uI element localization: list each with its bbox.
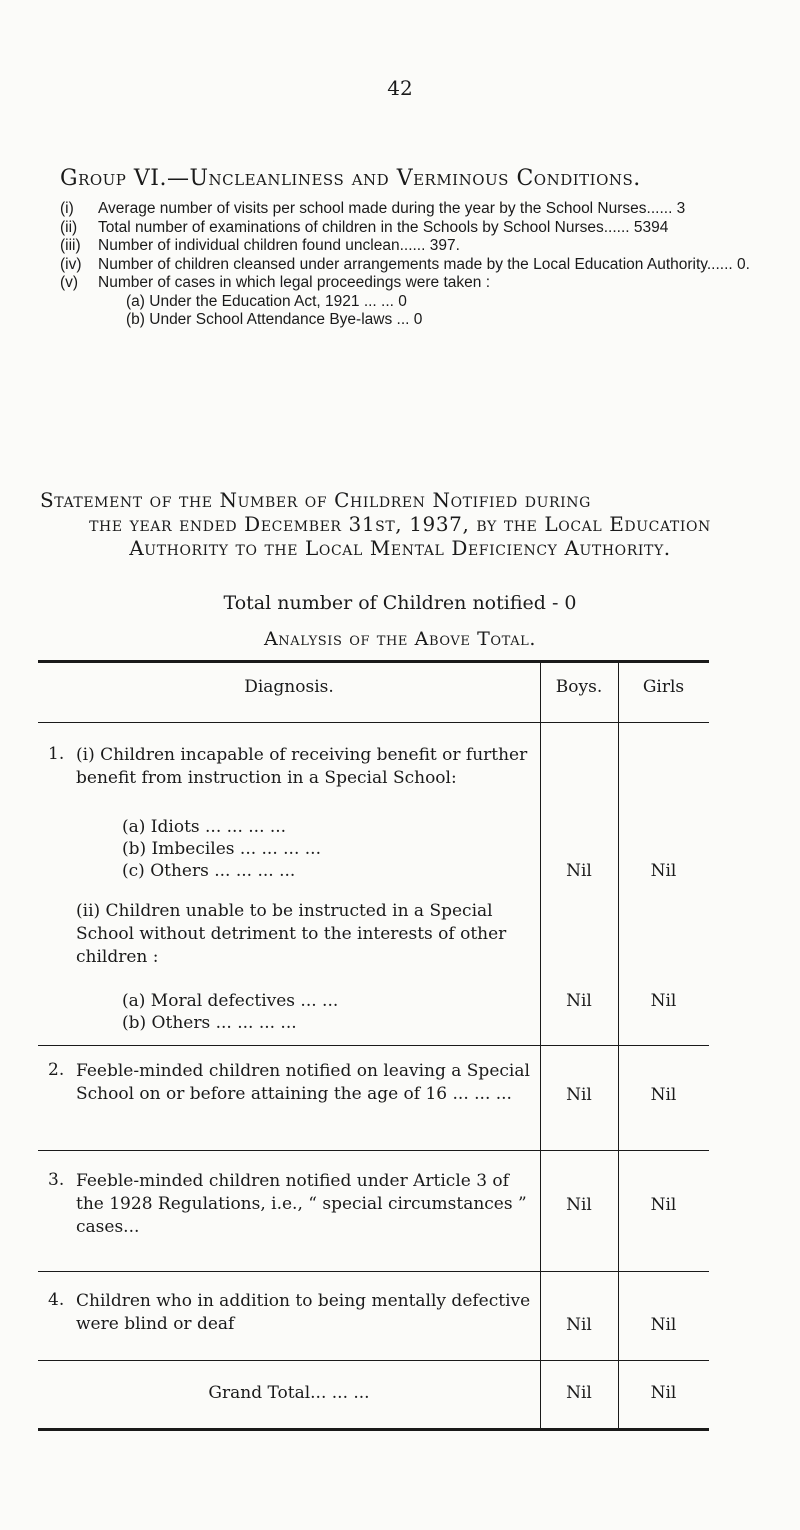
statement-line-1: Statement of the Number of Children Notified during xyxy=(40,488,591,512)
row-rule xyxy=(38,1045,709,1046)
row1-ii-boys: Nil xyxy=(566,991,592,1011)
group-heading: Group VI.—Uncleanliness and Verminous Conditions. xyxy=(60,166,641,191)
item-text: Number of children cleansed under arrangements made by the Local Education Authority...... 0. xyxy=(98,255,750,273)
row-number: 4. xyxy=(48,1290,65,1310)
row1-ii-girls: Nil xyxy=(650,991,677,1011)
row1-ii-b: (b) Others ... ... ... ... xyxy=(122,1013,297,1033)
row3-boys: Nil xyxy=(566,1195,592,1215)
row-number: 3. xyxy=(48,1170,65,1190)
row1-i-girls: Nil xyxy=(650,861,677,881)
item-number: (iv) xyxy=(60,255,82,273)
row4-girls: Nil xyxy=(650,1315,677,1335)
row2-girls: Nil xyxy=(650,1085,677,1105)
row1-i-boys: Nil xyxy=(566,861,592,881)
row2-text: Feeble-minded children notified on leaving a Special School on or before attaining the age of 16 ... ... ... xyxy=(76,1061,530,1104)
row4-text: Children who in addition to being mentally defective were blind or deaf xyxy=(76,1291,531,1334)
header-boys: Boys. xyxy=(555,677,603,697)
page-number: 42 xyxy=(387,76,413,100)
row1-i-b: (b) Imbeciles ... ... ... ... xyxy=(122,839,321,859)
analysis-heading: Analysis of the Above Total. xyxy=(263,628,537,650)
item-text: Number of individual children found unclean...... 397. xyxy=(98,237,460,254)
sub-item-a: (a) Under the Education Act, 1921 ... ... 0 xyxy=(126,292,407,310)
statement-line-2: the year ended December 31st, 1937, by the Local Education Authority to the Local Mental Deficiency Authority. xyxy=(89,512,711,560)
header-diagnosis: Diagnosis. xyxy=(244,677,334,697)
header-girls: Girls xyxy=(642,677,685,697)
sub-item-b: (b) Under School Attendance Bye-laws ... 0 xyxy=(126,311,423,328)
row-rule xyxy=(38,1360,709,1361)
row1-i-a: (a) Idiots ... ... ... ... xyxy=(122,817,287,837)
table-top-rule xyxy=(38,660,709,663)
row-number: 2. xyxy=(48,1060,65,1080)
row3-girls: Nil xyxy=(650,1195,677,1215)
list-item xyxy=(60,237,762,256)
row-rule xyxy=(38,1150,709,1151)
table-bottom-rule xyxy=(38,1428,709,1431)
list-item xyxy=(60,274,762,293)
grand-total-boys: Nil xyxy=(566,1383,592,1403)
row1-part-i-text: (i) Children incapable of receiving benefit or further benefit from instruction in a Special School: xyxy=(76,745,528,788)
row1-ii-a: (a) Moral defectives ... ... xyxy=(122,991,339,1011)
list-item xyxy=(60,200,762,219)
item-text: Number of cases in which legal proceedings were taken : xyxy=(98,274,491,291)
item-number: (v) xyxy=(60,274,79,291)
row-rule xyxy=(38,1271,709,1272)
total-notified: Total number of Children notified - 0 xyxy=(223,592,577,614)
item-number: (ii) xyxy=(60,218,78,236)
list-item xyxy=(60,219,762,238)
item-number: (iii) xyxy=(60,237,81,254)
grand-total-girls: Nil xyxy=(650,1383,677,1403)
group-items-list xyxy=(60,200,762,330)
header-rule xyxy=(38,722,709,723)
list-item xyxy=(60,256,762,275)
row1-part-ii-text: (ii) Children unable to be instructed in a Special School without detriment to the interests of other children : xyxy=(76,901,507,967)
row-number: 1. xyxy=(48,744,65,764)
row2-boys: Nil xyxy=(566,1085,592,1105)
item-text: Total number of examinations of children in the Schools by School Nurses...... 5394 xyxy=(98,218,669,236)
item-text: Average number of visits per school made during the year by the School Nurses...... 3 xyxy=(98,200,686,217)
row4-boys: Nil xyxy=(566,1315,592,1335)
analysis-table xyxy=(38,660,709,1530)
grand-total-label: Grand Total... ... ... xyxy=(208,1383,370,1403)
item-number: (i) xyxy=(60,200,74,217)
statement-heading xyxy=(40,488,760,560)
row1-i-c: (c) Others ... ... ... ... xyxy=(122,861,296,881)
row3-text: Feeble-minded children notified under Article 3 of the 1928 Regulations, i.e., “ special circumstances ” cases... xyxy=(76,1171,527,1237)
